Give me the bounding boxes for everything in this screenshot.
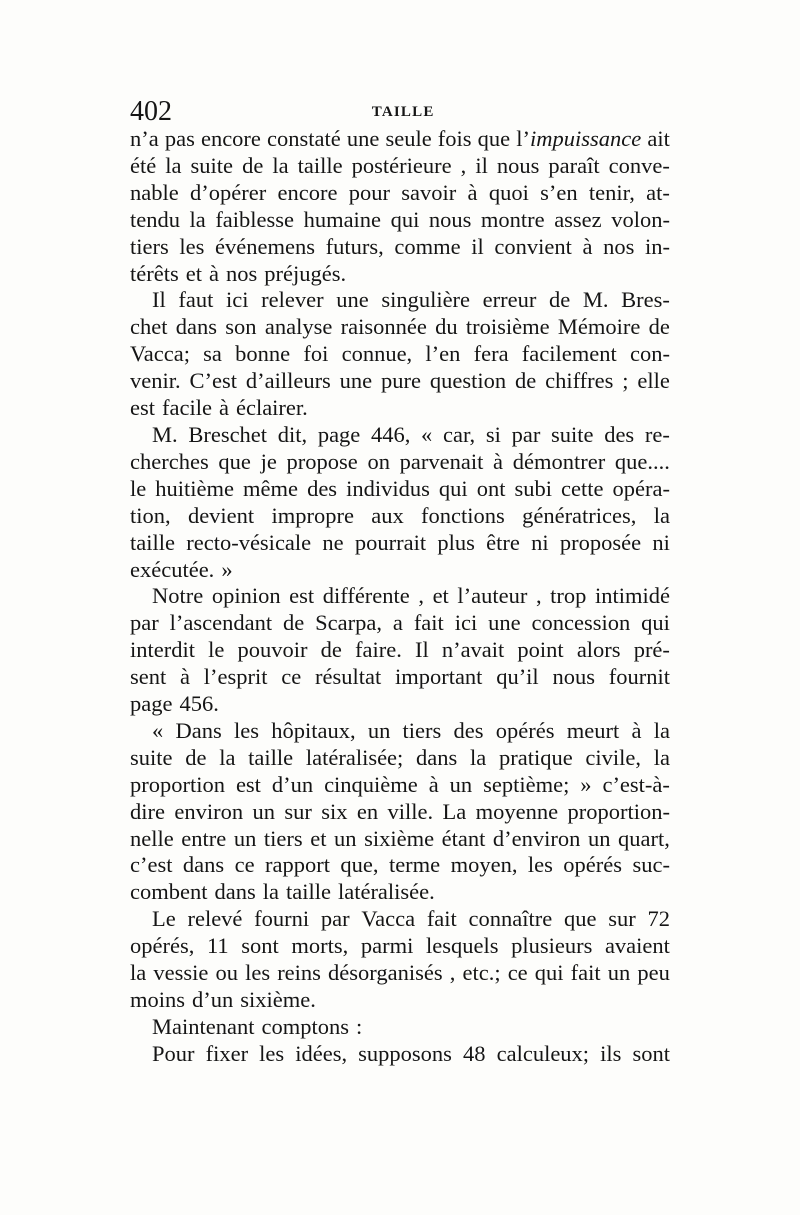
text-line: n’a pas encore constaté une seule fois que l’impuissance ait <box>130 126 670 151</box>
text-line: venir. C’est d’ailleurs une pure question de chiffres ; elle <box>130 368 670 394</box>
text-line: nable d’opérer encore pour savoir à quoi s’en tenir, at- <box>130 179 670 205</box>
text-line: est facile à éclairer. <box>130 395 308 421</box>
text-line: tiers les événemens futurs, comme il convient à nos in- <box>130 233 670 259</box>
body-text <box>130 126 670 1068</box>
text-line: été la suite de la taille postérieure , il nous paraît conve- <box>130 152 670 178</box>
text-line: proportion est d’un cinquième à un septième; » c’est-à- <box>130 771 670 797</box>
text-line: exécutée. » <box>130 556 233 582</box>
text-line: dire environ un sur six en ville. La moyenne proportion- <box>130 798 670 824</box>
text-line: « Dans les hôpitaux, un tiers des opérés meurt à la <box>152 717 670 743</box>
text-line: Vacca; sa bonne foi connue, l’en fera facilement con- <box>130 341 670 367</box>
text-line: Maintenant comptons : <box>152 1013 363 1039</box>
page-header <box>130 96 670 128</box>
text-line: Pour fixer les idées, supposons 48 calculeux; ils sont <box>152 1040 670 1066</box>
text-line: combent dans la taille latéralisée. <box>130 879 435 905</box>
text-line: Il faut ici relever une singulière erreur de M. Bres- <box>152 287 670 313</box>
text-line: tendu la faiblesse humaine qui nous montre assez volon- <box>130 206 670 232</box>
text-line: Le relevé fourni par Vacca fait connaître que sur 72 <box>152 906 670 932</box>
text-line: chet dans son analyse raisonnée du troisième Mémoire de <box>130 314 670 340</box>
text-line: interdit le pouvoir de faire. Il n’avait point alors pré- <box>130 637 670 663</box>
text-line: la vessie ou les reins désorganisés , etc.; ce qui fait un peu <box>130 960 670 986</box>
text-line: M. Breschet dit, page 446, « car, si par suite des re- <box>152 421 670 447</box>
text-line: suite de la taille latéralisée; dans la pratique civile, la <box>130 744 670 770</box>
text-line: tion, devient impropre aux fonctions génératrices, la <box>130 502 670 528</box>
text-line: cherches que je propose on parvenait à démontrer que.... <box>130 448 670 474</box>
running-head: TAILLE <box>371 103 435 120</box>
text-line: nelle entre un tiers et un sixième étant d’environ un quart, <box>130 825 670 851</box>
text-line: Notre opinion est différente , et l’auteur , trop intimidé <box>152 583 670 609</box>
text-line: par l’ascendant de Scarpa, a fait ici une concession qui <box>130 610 670 636</box>
text-line: moins d’un sixième. <box>130 987 316 1012</box>
text-line: térêts et à nos préjugés. <box>130 260 347 286</box>
text-line: le huitième même des individus qui ont subi cette opéra- <box>130 475 670 501</box>
text-line: sent à l’esprit ce résultat important qu’il nous fournit <box>130 664 670 690</box>
text-line: page 456. <box>130 691 219 717</box>
text-line: c’est dans ce rapport que, terme moyen, les opérés suc- <box>130 852 670 878</box>
page-number: 402 <box>130 96 172 127</box>
text-line: taille recto-vésicale ne pourrait plus être ni proposée ni <box>130 529 670 555</box>
text-line: opérés, 11 sont morts, parmi lesquels plusieurs avaient <box>130 933 670 959</box>
